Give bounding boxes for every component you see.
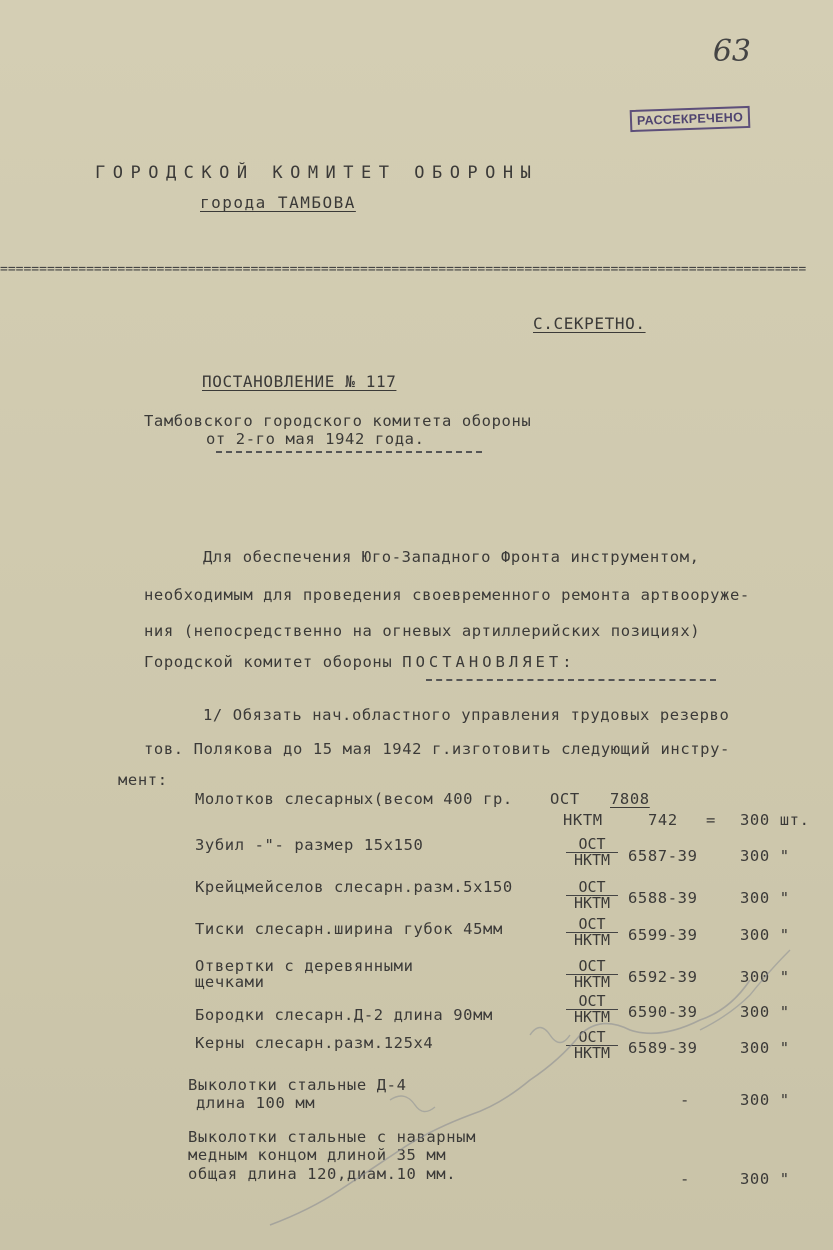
- item-name-cont: длина 100 мм: [196, 1094, 316, 1112]
- body-text: Городской комитет обороны: [144, 653, 403, 671]
- item-std-top: ОСТ: [566, 959, 618, 975]
- item-std-bottom: НКТМ: [573, 973, 611, 991]
- item-qty: 300 ": [740, 889, 790, 907]
- item-std-num: 7808: [610, 790, 650, 808]
- divider: [216, 451, 482, 453]
- declassified-stamp: РАССЕКРЕЧЕНО: [630, 106, 751, 132]
- item-qty: 300 ": [740, 1170, 790, 1188]
- item-qty: 300 ": [740, 1039, 790, 1057]
- divider: [426, 679, 716, 681]
- item-qty: 300 шт.: [740, 811, 810, 829]
- item-name: Отвертки с деревянными: [195, 957, 414, 975]
- item-std-top: ОСТ: [566, 994, 618, 1010]
- item-std-top: ОСТ: [550, 790, 580, 808]
- item-sep: =: [706, 811, 716, 829]
- item-std-num: 6587-39: [628, 847, 698, 865]
- item-qty: 300 ": [740, 926, 790, 944]
- item-std-bottom: НКТМ: [573, 931, 611, 949]
- item-std: [566, 837, 618, 868]
- page-number: 63: [712, 34, 751, 69]
- item-name: Молотков слесарных(весом 400 гр.: [195, 790, 513, 808]
- handwritten-scribble: [230, 940, 810, 1240]
- item-std-num: -: [680, 1091, 690, 1109]
- item-qty: 300 ": [740, 847, 790, 865]
- item-std-bottom: НКТМ: [573, 1008, 611, 1026]
- item-std-top: ОСТ: [566, 917, 618, 933]
- org-city: города ТАМБОВА: [200, 193, 356, 212]
- body-line: тов. Полякова до 15 мая 1942 г.изготовить следующий инстру-: [144, 740, 730, 758]
- body-line: Для обеспечения Юго-Западного Фронта инструментом,: [203, 548, 700, 566]
- item-std-bottom: НКТМ: [573, 1044, 611, 1062]
- item-name-cont: общая длина 120,диам.10 мм.: [188, 1165, 457, 1183]
- item-name: Выколотки стальные с наварным: [188, 1128, 477, 1146]
- body-line: необходимым для проведения своевременного ремонта артвооруже-: [144, 586, 750, 604]
- item-std-top: ОСТ: [566, 880, 618, 896]
- classification: С.СЕКРЕТНО.: [533, 314, 646, 333]
- decree-title: ПОСТАНОВЛЕНИЕ № 117: [202, 372, 397, 391]
- item-std-num: -: [680, 1170, 690, 1188]
- item-std-bottom: НКТМ: [573, 894, 611, 912]
- item-std-num: 6590-39: [628, 1003, 698, 1021]
- item-name-cont: медным концом длиной 35 мм: [188, 1146, 447, 1164]
- item-name: Бородки слесарн.Д-2 длина 90мм: [195, 1006, 493, 1024]
- decree-subtitle-2: от 2-го мая 1942 года.: [206, 430, 425, 448]
- item-std-num: 6592-39: [628, 968, 698, 986]
- item-qty: 300 ": [740, 1091, 790, 1109]
- item-name: Тиски слесарн.ширина губок 45мм: [195, 920, 503, 938]
- org-title: ГОРОДСКОЙ КОМИТЕТ ОБОРОНЫ: [95, 163, 539, 183]
- item-qty: 300 ": [740, 968, 790, 986]
- body-line: 1/ Обязать нач.областного управления трудовых резерво: [203, 706, 730, 724]
- item-std-num: 6599-39: [628, 926, 698, 944]
- item-std-num: 6589-39: [628, 1039, 698, 1057]
- item-std-top: ОСТ: [566, 837, 618, 853]
- item-qty: 300 ": [740, 1003, 790, 1021]
- resolves-word: ПОСТАНОВЛЯЕТ:: [402, 653, 576, 671]
- decree-subtitle-1: Тамбовского городского комитета обороны: [144, 412, 532, 430]
- body-line: мент:: [118, 771, 168, 789]
- item-name: Керны слесарн.разм.125х4: [195, 1034, 434, 1052]
- item-name: Выколотки стальные Д-4: [188, 1076, 407, 1094]
- item-name: Крейцмейселов слесарн.разм.5х150: [195, 878, 513, 896]
- separator-line: =======================================================================================================: [0, 262, 807, 277]
- item-std: [566, 880, 618, 911]
- item-std-bottom: НКТМ: [573, 851, 611, 869]
- item-name-cont: щечками: [195, 973, 265, 991]
- body-line: ния (непосредственно на огневых артиллерийских позициях): [144, 622, 701, 640]
- body-line: [144, 653, 576, 671]
- item-std-bottom: НКТМ: [563, 811, 603, 829]
- item-name: Зубил -"- размер 15х150: [195, 836, 424, 854]
- item-std-num2: 742: [648, 811, 678, 829]
- item-std-top: ОСТ: [566, 1030, 618, 1046]
- item-std-num: 6588-39: [628, 889, 698, 907]
